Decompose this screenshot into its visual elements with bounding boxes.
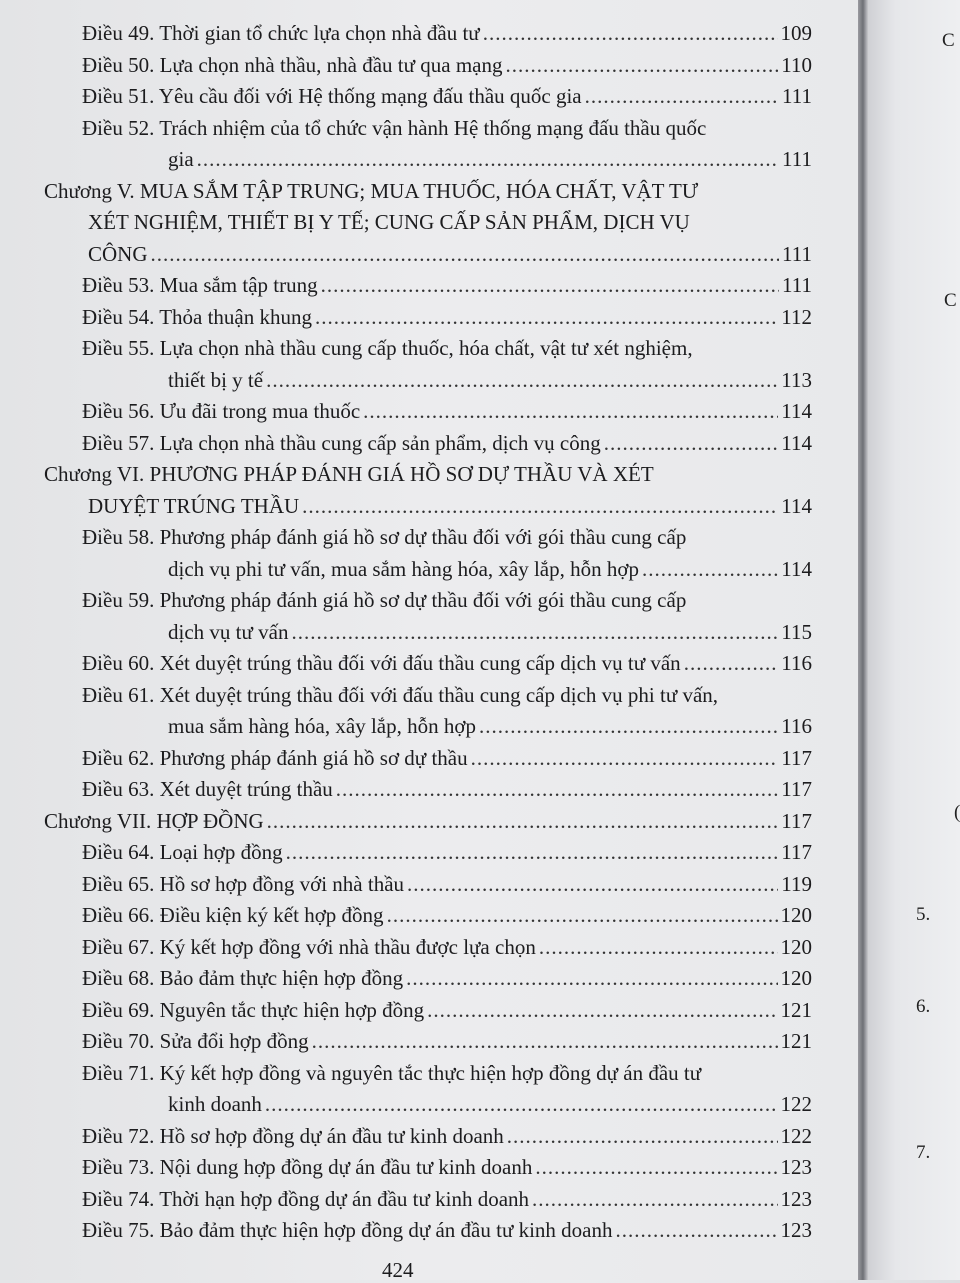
dot-leader	[616, 1215, 778, 1247]
dot-leader	[291, 617, 778, 649]
toc-line	[0, 743, 812, 775]
toc-page-number: 121	[780, 997, 812, 1022]
toc-line	[0, 900, 812, 932]
dot-leader	[507, 1121, 778, 1153]
toc-article	[0, 932, 812, 964]
toc-line	[0, 207, 812, 239]
toc-article	[0, 743, 812, 775]
toc-page-number: 123	[780, 1186, 812, 1211]
dot-leader	[406, 963, 777, 995]
dot-leader	[266, 365, 778, 397]
toc-article	[0, 270, 812, 302]
toc-page-number: 113	[781, 367, 812, 392]
dot-leader	[535, 1152, 777, 1184]
toc-article	[0, 302, 812, 334]
dot-leader	[407, 869, 778, 901]
facing-fragment: C	[942, 30, 955, 51]
toc-line	[0, 963, 812, 995]
toc-line	[0, 1026, 812, 1058]
dot-leader	[642, 554, 778, 586]
toc-article	[0, 648, 812, 680]
dot-leader	[604, 428, 779, 460]
toc-article	[0, 81, 812, 113]
toc-line	[0, 365, 812, 397]
toc-title: Điều 62. Phương pháp đánh giá hồ sơ dự thầu	[82, 745, 468, 770]
dot-leader	[336, 774, 778, 806]
toc-title: Điều 66. Điều kiện ký kết hợp đồng	[82, 903, 384, 927]
toc-page-number: 115	[781, 619, 812, 644]
toc-title: Điều 68. Bảo đảm thực hiện hợp đồng	[82, 966, 404, 990]
toc-title: Điều 71. Ký kết hợp đồng và nguyên tắc thực hiện hợp đồng dự án đầu tư	[82, 1060, 702, 1085]
toc-page-number: 109	[780, 21, 812, 45]
toc-chapter	[0, 176, 812, 271]
toc-page-number: 120	[780, 934, 812, 959]
toc-line	[0, 837, 812, 869]
toc-page-number: 112	[781, 304, 812, 329]
toc-title: dịch vụ phi tư vấn, mua sắm hàng hóa, xây lắp, hỗn hợp	[168, 556, 639, 581]
toc-line	[0, 680, 812, 712]
toc-page-number: 123	[780, 1218, 812, 1242]
toc-title: Điều 61. Xét duyệt trúng thầu đối với đấu thầu cung cấp dịch vụ phi tư vấn,	[82, 682, 719, 707]
toc-title: Chương VI. PHƯƠNG PHÁP ĐÁNH GIÁ HỒ SƠ DỰ THẦU VÀ XÉT	[44, 462, 654, 486]
toc-page-number: 114	[781, 493, 812, 518]
toc-title: kinh doanh	[168, 1092, 262, 1116]
toc-title: Điều 65. Hồ sơ hợp đồng với nhà thầu	[82, 871, 405, 896]
dot-leader	[265, 1089, 778, 1121]
toc-line	[0, 1089, 812, 1121]
toc-page-number: 122	[780, 1123, 812, 1148]
toc-line	[0, 81, 812, 113]
toc-article	[0, 1026, 812, 1058]
toc-article	[0, 1184, 812, 1216]
toc-title: Điều 74. Thời hạn hợp đồng dự án đầu tư kinh doanh	[82, 1186, 530, 1211]
toc-page-number: 114	[781, 430, 812, 455]
toc-article	[0, 869, 812, 901]
toc-article	[0, 680, 812, 743]
toc-line	[0, 1121, 812, 1153]
toc-article	[0, 1121, 812, 1153]
toc-title: CÔNG	[88, 241, 148, 266]
toc-title: mua sắm hàng hóa, xây lắp, hỗn hợp	[168, 714, 476, 738]
dot-leader	[479, 711, 778, 743]
toc-title: Chương VII. HỢP ĐỒNG	[44, 808, 264, 833]
toc-title: Điều 59. Phương pháp đánh giá hồ sơ dự thầu đối với gói thầu cung cấp	[82, 588, 687, 612]
facing-fragment: 7.	[916, 1142, 931, 1163]
toc-chapter	[0, 806, 812, 838]
toc-line	[0, 396, 812, 428]
dot-leader	[286, 837, 779, 869]
toc-title: DUYỆT TRÚNG THẦU	[88, 493, 300, 518]
toc-title: Điều 56. Ưu đãi trong mua thuốc	[82, 399, 361, 423]
toc-line	[0, 932, 812, 964]
dot-leader	[363, 396, 778, 428]
toc-title: Điều 52. Trách nhiệm của tổ chức vận hành Hệ thống mạng đấu thầu quốc	[82, 115, 707, 140]
toc-title: gia	[168, 147, 194, 171]
toc-article	[0, 113, 812, 176]
toc-article	[0, 837, 812, 869]
toc-title: Điều 72. Hồ sơ hợp đồng dự án đầu tư kinh doanh	[82, 1123, 504, 1148]
toc-line	[0, 459, 812, 491]
toc-title: Điều 50. Lựa chọn nhà thầu, nhà đầu tư qua mạng	[82, 52, 503, 77]
book-gutter	[858, 0, 868, 1280]
toc-article	[0, 774, 812, 806]
toc-article	[0, 1215, 812, 1247]
dot-leader	[483, 18, 778, 50]
dot-leader	[585, 81, 779, 113]
toc-title: Điều 67. Ký kết hợp đồng với nhà thầu được lựa chọn	[82, 934, 536, 959]
toc-title: Điều 70. Sửa đổi hợp đồng	[82, 1029, 309, 1053]
toc-page-number: 120	[780, 966, 812, 990]
toc-line	[0, 995, 812, 1027]
toc-line	[0, 1152, 812, 1184]
toc-line	[0, 113, 812, 145]
toc-line	[0, 144, 812, 176]
facing-fragment: 6.	[916, 996, 931, 1017]
dot-leader	[471, 743, 779, 775]
toc-line	[0, 869, 812, 901]
dot-leader	[387, 900, 778, 932]
dot-leader	[321, 270, 779, 302]
toc-page-number: 110	[781, 52, 812, 77]
toc-line	[0, 302, 812, 334]
toc-line	[0, 428, 812, 460]
toc-article	[0, 585, 812, 648]
toc-title: Điều 57. Lựa chọn nhà thầu cung cấp sản phẩm, dịch vụ công	[82, 430, 601, 455]
toc-line	[0, 774, 812, 806]
toc-line	[0, 239, 812, 271]
toc-line	[0, 18, 812, 50]
toc-page-number: 123	[780, 1155, 812, 1179]
toc-title: Điều 51. Yêu cầu đối với Hệ thống mạng đấu thầu quốc gia	[82, 84, 582, 108]
toc-line	[0, 491, 812, 523]
toc-title: Điều 58. Phương pháp đánh giá hồ sơ dự thầu đối với gói thầu cung cấp	[82, 525, 687, 549]
dot-leader	[532, 1184, 777, 1216]
toc-title: Điều 60. Xét duyệt trúng thầu đối với đấu thầu cung cấp dịch vụ tư vấn	[82, 651, 681, 675]
facing-fragment: 5.	[916, 904, 931, 925]
toc-line	[0, 176, 812, 208]
dot-leader	[267, 806, 779, 838]
toc-line	[0, 806, 812, 838]
toc-line	[0, 617, 812, 649]
toc-article	[0, 963, 812, 995]
toc-page-number: 111	[782, 147, 812, 171]
toc-page-number: 122	[780, 1092, 812, 1116]
facing-fragment: C	[944, 290, 957, 311]
toc-article	[0, 995, 812, 1027]
table-of-contents	[0, 18, 812, 1247]
toc-article	[0, 396, 812, 428]
toc-page-number: 119	[781, 871, 812, 896]
toc-line	[0, 1058, 812, 1090]
toc-title: Điều 54. Thỏa thuận khung	[82, 304, 312, 329]
toc-page-number: 117	[781, 777, 812, 801]
toc-page-number: 117	[781, 840, 812, 864]
toc-title: XÉT NGHIỆM, THIẾT BỊ Y TẾ; CUNG CẤP SẢN PHẨM, DỊCH VỤ	[88, 210, 690, 234]
toc-line	[0, 648, 812, 680]
toc-title: Điều 73. Nội dung hợp đồng dự án đầu tư kinh doanh	[82, 1155, 533, 1179]
toc-page-number: 120	[780, 903, 812, 927]
dot-leader	[539, 932, 778, 964]
toc-title: Điều 69. Nguyên tắc thực hiện hợp đồng	[82, 997, 425, 1022]
toc-title: Điều 49. Thời gian tổ chức lựa chọn nhà đầu tư	[82, 21, 480, 45]
toc-line	[0, 554, 812, 586]
toc-page-number: 121	[780, 1029, 812, 1053]
toc-article	[0, 1058, 812, 1121]
toc-title: thiết bị y tế	[168, 367, 264, 392]
toc-line	[0, 1215, 812, 1247]
dot-leader	[427, 995, 777, 1027]
toc-page-number: 114	[781, 399, 812, 423]
toc-article	[0, 18, 812, 50]
toc-page-number: 116	[781, 714, 812, 738]
toc-article	[0, 1152, 812, 1184]
dot-leader	[312, 1026, 778, 1058]
toc-title: Điều 63. Xét duyệt trúng thầu	[82, 777, 333, 801]
toc-article	[0, 428, 812, 460]
facing-fragment: (	[954, 802, 960, 823]
page-number: 424	[382, 1258, 414, 1282]
toc-line	[0, 270, 812, 302]
toc-chapter	[0, 459, 812, 522]
dot-leader	[684, 648, 779, 680]
toc-page-number: 117	[781, 745, 812, 770]
dot-leader	[197, 144, 779, 176]
toc-line	[0, 711, 812, 743]
toc-title: Điều 53. Mua sắm tập trung	[82, 273, 318, 297]
toc-article	[0, 900, 812, 932]
dot-leader	[505, 50, 778, 82]
toc-title: Điều 75. Bảo đảm thực hiện hợp đồng dự án đầu tư kinh doanh	[82, 1218, 613, 1242]
toc-line	[0, 333, 812, 365]
dot-leader	[302, 491, 778, 523]
facing-page	[868, 0, 960, 1280]
toc-page-number: 114	[781, 556, 812, 581]
toc-title: dịch vụ tư vấn	[168, 619, 289, 644]
toc-article	[0, 50, 812, 82]
toc-page-number: 111	[782, 241, 812, 266]
dot-leader	[315, 302, 778, 334]
toc-article	[0, 333, 812, 396]
toc-title: Chương V. MUA SẮM TẬP TRUNG; MUA THUỐC, HÓA CHẤT, VẬT TƯ	[44, 178, 699, 203]
dot-leader	[151, 239, 780, 271]
toc-page-number: 111	[782, 273, 812, 297]
toc-article	[0, 522, 812, 585]
toc-line	[0, 1184, 812, 1216]
toc-line	[0, 522, 812, 554]
toc-line	[0, 585, 812, 617]
toc-page-number: 117	[781, 808, 812, 833]
toc-page-number: 116	[781, 651, 812, 675]
toc-page-number: 111	[782, 84, 812, 108]
toc-title: Điều 55. Lựa chọn nhà thầu cung cấp thuốc, hóa chất, vật tư xét nghiệm,	[82, 336, 693, 360]
toc-title: Điều 64. Loại hợp đồng	[82, 840, 283, 864]
toc-line	[0, 50, 812, 82]
